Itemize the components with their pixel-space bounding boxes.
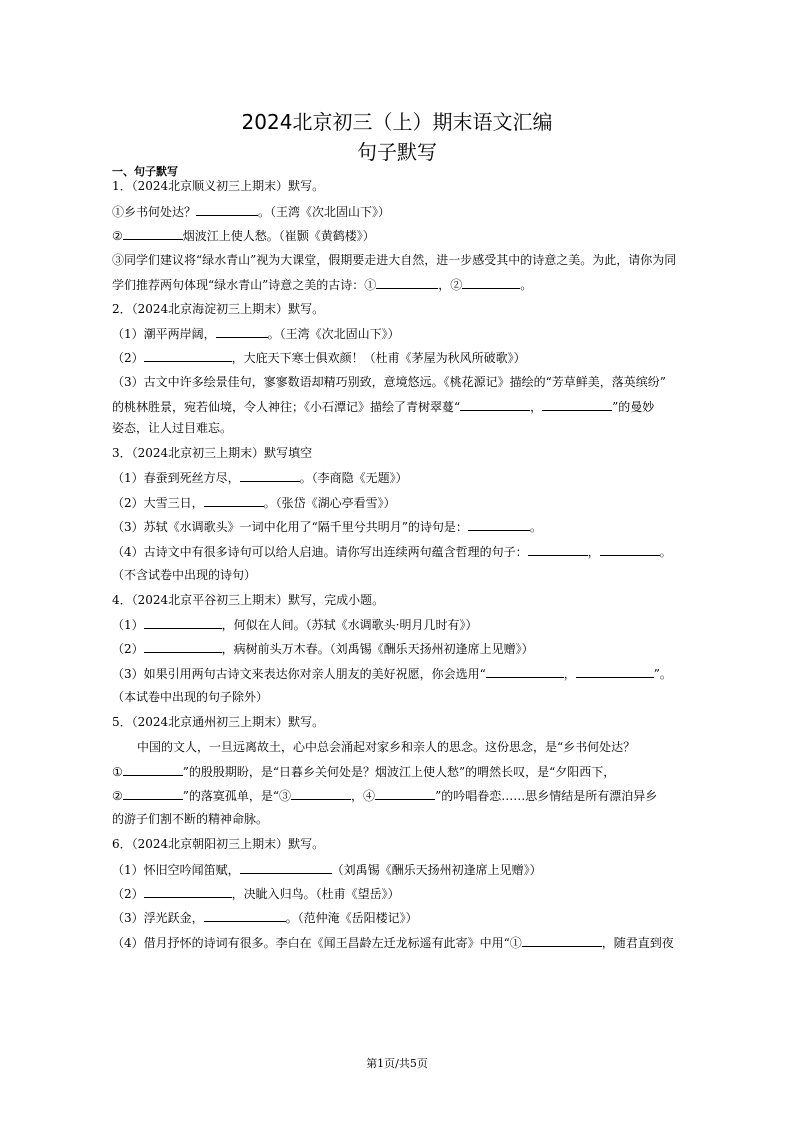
answer-blank[interactable] bbox=[576, 665, 654, 678]
answer-blank[interactable] bbox=[462, 276, 520, 289]
line-text: 。（张岱《湖心亭看雪》） bbox=[263, 496, 396, 510]
line-text: （2）大雪三日， bbox=[112, 496, 204, 510]
answer-blank[interactable] bbox=[123, 227, 183, 240]
line-text: （刘禹锡《酬乐天扬州初逢席上见赠》） bbox=[331, 863, 542, 877]
line-text: ，随君直到夜 bbox=[601, 936, 674, 950]
question-line-q2a bbox=[112, 325, 692, 342]
question-line-q2c bbox=[112, 374, 692, 390]
line-text: 。（王湾《次北固山下》） bbox=[258, 205, 391, 219]
line-text: 6．（2024北京朝阳初三上期末）默写。 bbox=[112, 837, 325, 851]
line-text: ② bbox=[112, 229, 123, 243]
question-line-q5 bbox=[112, 714, 692, 730]
line-text: ① bbox=[112, 765, 123, 779]
line-text: （1）春蚕到死丝方尽， bbox=[112, 471, 240, 485]
line-text: （3）苏轼《水调歌头》一词中化用了“隔千里兮共明月”的诗句是： bbox=[112, 520, 468, 534]
question-line-q3e bbox=[112, 567, 692, 583]
line-text: ，④ bbox=[351, 789, 376, 803]
question-line-q4 bbox=[112, 592, 692, 608]
line-text: （2） bbox=[112, 642, 144, 656]
answer-blank[interactable] bbox=[144, 885, 232, 898]
line-text: 姿态，让人过目难忘。 bbox=[112, 421, 233, 435]
question-line-q6c bbox=[112, 909, 692, 926]
line-text: 。（李商隐《无题》） bbox=[299, 471, 408, 485]
answer-blank[interactable] bbox=[144, 349, 232, 362]
answer-blank[interactable] bbox=[144, 640, 222, 653]
line-text: 。 bbox=[659, 545, 672, 559]
answer-blank[interactable] bbox=[460, 398, 530, 411]
section-heading: 一、句子默写 bbox=[112, 165, 178, 178]
question-line-q2b bbox=[112, 349, 692, 366]
line-text: 的桃林胜景，宛若仙境，令人神往；《小石潭记》描绘了青树翠蔓“ bbox=[112, 400, 461, 414]
line-text: 。（王湾《次北固山下》） bbox=[267, 327, 400, 341]
line-text: （2） bbox=[112, 351, 144, 365]
line-text: （4）借月抒怀的诗词有很多。李白在《闻王昌龄左迁龙标遥有此寄》中用“① bbox=[112, 936, 522, 950]
question-line-q3a bbox=[112, 469, 692, 486]
question-line-q6b bbox=[112, 885, 692, 902]
answer-blank[interactable] bbox=[542, 398, 612, 411]
line-text: ，决眦入归鸟。（杜甫《望岳》） bbox=[231, 887, 400, 901]
answer-blank[interactable] bbox=[291, 787, 351, 800]
line-text: ， bbox=[530, 400, 543, 414]
answer-blank[interactable] bbox=[240, 861, 332, 874]
line-text: （不含试卷中出现的诗句） bbox=[112, 568, 257, 582]
line-text: ，② bbox=[438, 278, 463, 292]
line-text: 1．（2024北京顺义初三上期末）默写。 bbox=[112, 179, 325, 193]
question-line-q4d bbox=[112, 689, 692, 705]
answer-blank[interactable] bbox=[486, 665, 564, 678]
line-text: （4）古诗文中有很多诗句可以给人启迪。请你写出连续两句蕴含哲理的句子： bbox=[112, 545, 528, 559]
line-text: 。 bbox=[529, 520, 542, 534]
answer-blank[interactable] bbox=[468, 518, 530, 531]
line-text: （3）古文中许多绘景佳句，寥寥数语却精巧别致，意境悠远。《桃花源记》描绘的“芳草鲜美，落英缤纷” bbox=[112, 375, 666, 389]
question-line-q3d bbox=[112, 543, 692, 560]
line-text: ”。 bbox=[653, 667, 672, 681]
answer-blank[interactable] bbox=[240, 469, 300, 482]
question-line-q1d bbox=[112, 276, 692, 293]
line-text: （2） bbox=[112, 887, 144, 901]
answer-blank[interactable] bbox=[204, 909, 286, 922]
line-text: 。（范仲淹《岳阳楼记》） bbox=[285, 911, 418, 925]
line-text: ”的曼妙 bbox=[612, 400, 655, 414]
question-line-q5a bbox=[137, 739, 717, 755]
line-text: 3．（2024北京初三上期末）默写填空 bbox=[112, 446, 313, 460]
question-line-q4a bbox=[112, 616, 692, 633]
question-line-q1a bbox=[112, 203, 692, 220]
line-text: 2．（2024北京海淀初三上期末）默写。 bbox=[112, 302, 325, 316]
line-text: （本试卷中出现的句子除外） bbox=[112, 690, 269, 704]
question-line-q3b bbox=[112, 494, 692, 511]
line-text: 4．（2024北京平谷初三上期末）默写，完成小题。 bbox=[112, 593, 385, 607]
line-text: ”的吟唱眷恋……思乡情结是所有漂泊异乡 bbox=[435, 789, 658, 803]
line-text: ①乡书何处达？ bbox=[112, 205, 197, 219]
line-text: 中国的文人，一旦远离故土，心中总会涌起对家乡和亲人的思念。这份思念，是“乡书何处达？ bbox=[137, 740, 636, 754]
line-text: ”的殷殷期盼，是“日暮乡关何处是？烟波江上使人愁”的喟然长叹，是“夕阳西下， bbox=[182, 765, 616, 779]
answer-blank[interactable] bbox=[528, 543, 588, 556]
question-line-q2 bbox=[112, 301, 692, 317]
question-line-q5b bbox=[112, 763, 692, 780]
answer-blank[interactable] bbox=[375, 787, 435, 800]
answer-blank[interactable] bbox=[204, 494, 264, 507]
answer-blank[interactable] bbox=[144, 616, 222, 629]
question-line-q6a bbox=[112, 861, 692, 878]
document-subtitle: 句子默写 bbox=[357, 140, 437, 164]
line-text: 。 bbox=[520, 278, 533, 292]
line-text: （1）怀旧空吟闻笛赋， bbox=[112, 863, 240, 877]
question-line-q2e bbox=[112, 420, 692, 436]
page-footer: 第1页/共5页 bbox=[366, 1057, 428, 1070]
question-line-q1 bbox=[112, 178, 692, 194]
line-text: ② bbox=[112, 789, 123, 803]
question-line-q1b bbox=[112, 227, 692, 244]
line-text: 5．（2024北京通州初三上期末）默写。 bbox=[112, 715, 325, 729]
question-line-q2d bbox=[112, 398, 692, 415]
question-line-q5d bbox=[112, 811, 692, 827]
question-line-q4c bbox=[112, 665, 692, 682]
answer-blank[interactable] bbox=[123, 763, 183, 776]
line-text: ”的落寞孤单，是“③ bbox=[182, 789, 292, 803]
document-title: 2024北京初三（上）期末语文汇编 bbox=[241, 110, 553, 134]
question-line-q6 bbox=[112, 836, 692, 852]
line-text: ，何似在人间。（苏轼《水调歌头·明月几时有》） bbox=[221, 618, 478, 632]
question-line-q4b bbox=[112, 640, 692, 657]
answer-blank[interactable] bbox=[522, 934, 602, 947]
line-text: ，大庇天下寒士俱欢颜！（杜甫《茅屋为秋风所破歌》） bbox=[231, 351, 526, 365]
line-text: ， bbox=[563, 667, 576, 681]
question-line-q6d bbox=[112, 934, 692, 951]
answer-blank[interactable] bbox=[196, 203, 258, 216]
answer-blank[interactable] bbox=[376, 276, 438, 289]
question-line-q1c bbox=[112, 252, 692, 268]
answer-blank[interactable] bbox=[600, 543, 660, 556]
answer-blank[interactable] bbox=[216, 325, 268, 338]
question-line-q3 bbox=[112, 445, 692, 461]
line-text: ③同学们建议将“绿水青山”视为大课堂，假期要走进大自然，进一步感受其中的诗意之美。为此，请你为同 bbox=[112, 253, 677, 267]
line-text: （1）潮平两岸阔， bbox=[112, 327, 216, 341]
line-text: （3）如果引用两句古诗文来表达你对亲人朋友的美好祝愿，你会选用“ bbox=[112, 667, 486, 681]
question-line-q5c bbox=[112, 787, 692, 804]
line-text: ， bbox=[587, 545, 600, 559]
line-text: 的游子们割不断的精神命脉。 bbox=[112, 812, 269, 826]
line-text: （1） bbox=[112, 618, 144, 632]
answer-blank[interactable] bbox=[123, 787, 183, 800]
line-text: （3）浮光跃金， bbox=[112, 911, 204, 925]
line-text: ，病树前头万木春。（刘禹锡《酬乐天扬州初逢席上见赠》） bbox=[221, 642, 534, 656]
line-text: 学们推荐两句体现“绿水青山”诗意之美的古诗：① bbox=[112, 278, 377, 292]
question-line-q3c bbox=[112, 518, 692, 535]
line-text: 烟波江上使人愁。（崔颢《黄鹤楼》） bbox=[182, 229, 375, 243]
